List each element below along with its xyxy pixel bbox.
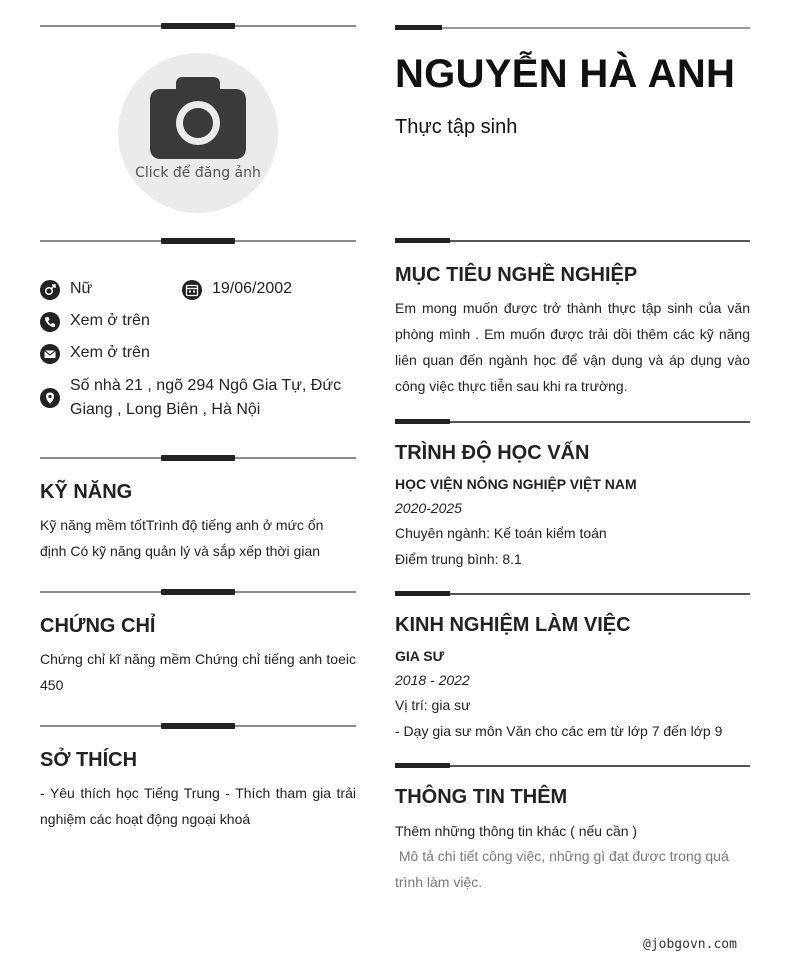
extra-title: THÔNG TIN THÊM xyxy=(395,786,568,808)
location-pin-icon xyxy=(40,388,60,408)
right-divider-education xyxy=(395,419,750,425)
extra-line1: Thêm những thông tin khác ( nếu cần ) xyxy=(395,823,638,839)
education-gpa: Điểm trung bình: 8.1 xyxy=(395,551,522,567)
experience-period: 2018 - 2022 xyxy=(395,672,470,688)
experience-position: Vị trí: gia sư xyxy=(395,697,471,713)
education-period: 2020-2025 xyxy=(395,500,462,516)
phone-row xyxy=(40,312,150,332)
footer-watermark: @jobgovn.com xyxy=(643,937,737,952)
dob-value: 19/06/2002 xyxy=(212,280,293,297)
left-divider-certificates xyxy=(40,588,356,597)
experience-company: GIA SƯ xyxy=(395,648,445,664)
address-row xyxy=(40,374,356,422)
experience-title: KINH NGHIỆM LÀM VIỆC xyxy=(395,614,631,636)
education-school: HỌC VIỆN NÔNG NGHIỆP VIỆT NAM xyxy=(395,476,637,492)
mail-icon xyxy=(40,344,60,364)
hobbies-title: SỞ THÍCH xyxy=(40,749,138,771)
left-divider-top xyxy=(40,22,356,31)
skills-text: Kỹ năng mềm tốtTrình độ tiếng anh ở mức ổn định Có kỹ năng quản lý và sắp xếp thời gian xyxy=(40,517,324,559)
address-value: Số nhà 21 , ngõ 294 Ngô Gia Tự, Đức Giang , Long Biên , Hà Nội xyxy=(70,377,342,418)
extra-line2: Mô tả chi tiết công việc, những gì đạt được trong quá trình làm việc. xyxy=(395,848,733,890)
phone-value: Xem ở trên xyxy=(70,312,150,329)
gender-value: Nữ xyxy=(70,280,93,297)
education-major: Chuyên ngành: Kế toán kiểm toán xyxy=(395,525,607,541)
objective-title: MỤC TIÊU NGHỀ NGHIỆP xyxy=(395,264,638,286)
gender-icon xyxy=(40,280,60,300)
left-divider-info xyxy=(40,237,356,246)
email-value: Xem ở trên xyxy=(70,344,150,361)
right-divider-top xyxy=(395,25,750,31)
experience-detail: - Dạy gia sư môn Văn cho các em từ lớp 7 đến lớp 9 xyxy=(395,723,723,739)
certificates-text: Chứng chỉ kĩ năng mềm Chứng chỉ tiếng anh toeic 450 xyxy=(40,651,356,693)
right-divider-extra xyxy=(395,763,750,769)
calendar-icon xyxy=(182,280,202,300)
right-divider-objective xyxy=(395,238,750,244)
profile-photo-upload[interactable] xyxy=(118,53,278,213)
hobbies-text: - Yêu thích học Tiếng Trung - Thích tham gia trải nghiệm các hoạt động ngoại khoá xyxy=(40,785,356,827)
camera-icon xyxy=(150,75,246,159)
photo-caption: Click để đăng ảnh xyxy=(135,165,261,181)
left-divider-skills xyxy=(40,454,356,463)
phone-icon xyxy=(40,312,60,332)
right-divider-experience xyxy=(395,591,750,597)
left-divider-hobbies xyxy=(40,722,356,731)
certificates-title: CHỨNG CHỈ xyxy=(40,615,156,637)
objective-text: Em mong muốn được trở thành thực tập sinh của văn phòng mình . Em muốn được trải dồi thêm các kỹ năng liên quan đến ngành học để vận dụng và áp dụng vào công việc thực tiễn sau khi ra trường. xyxy=(395,300,750,394)
candidate-name: NGUYỄN HÀ ANH xyxy=(395,52,736,96)
skills-title: KỸ NĂNG xyxy=(40,481,133,503)
dob-row xyxy=(182,280,292,300)
email-row xyxy=(40,344,150,364)
education-title: TRÌNH ĐỘ HỌC VẤN xyxy=(395,442,590,464)
gender-row xyxy=(40,280,92,300)
candidate-role: Thực tập sinh xyxy=(395,116,518,138)
